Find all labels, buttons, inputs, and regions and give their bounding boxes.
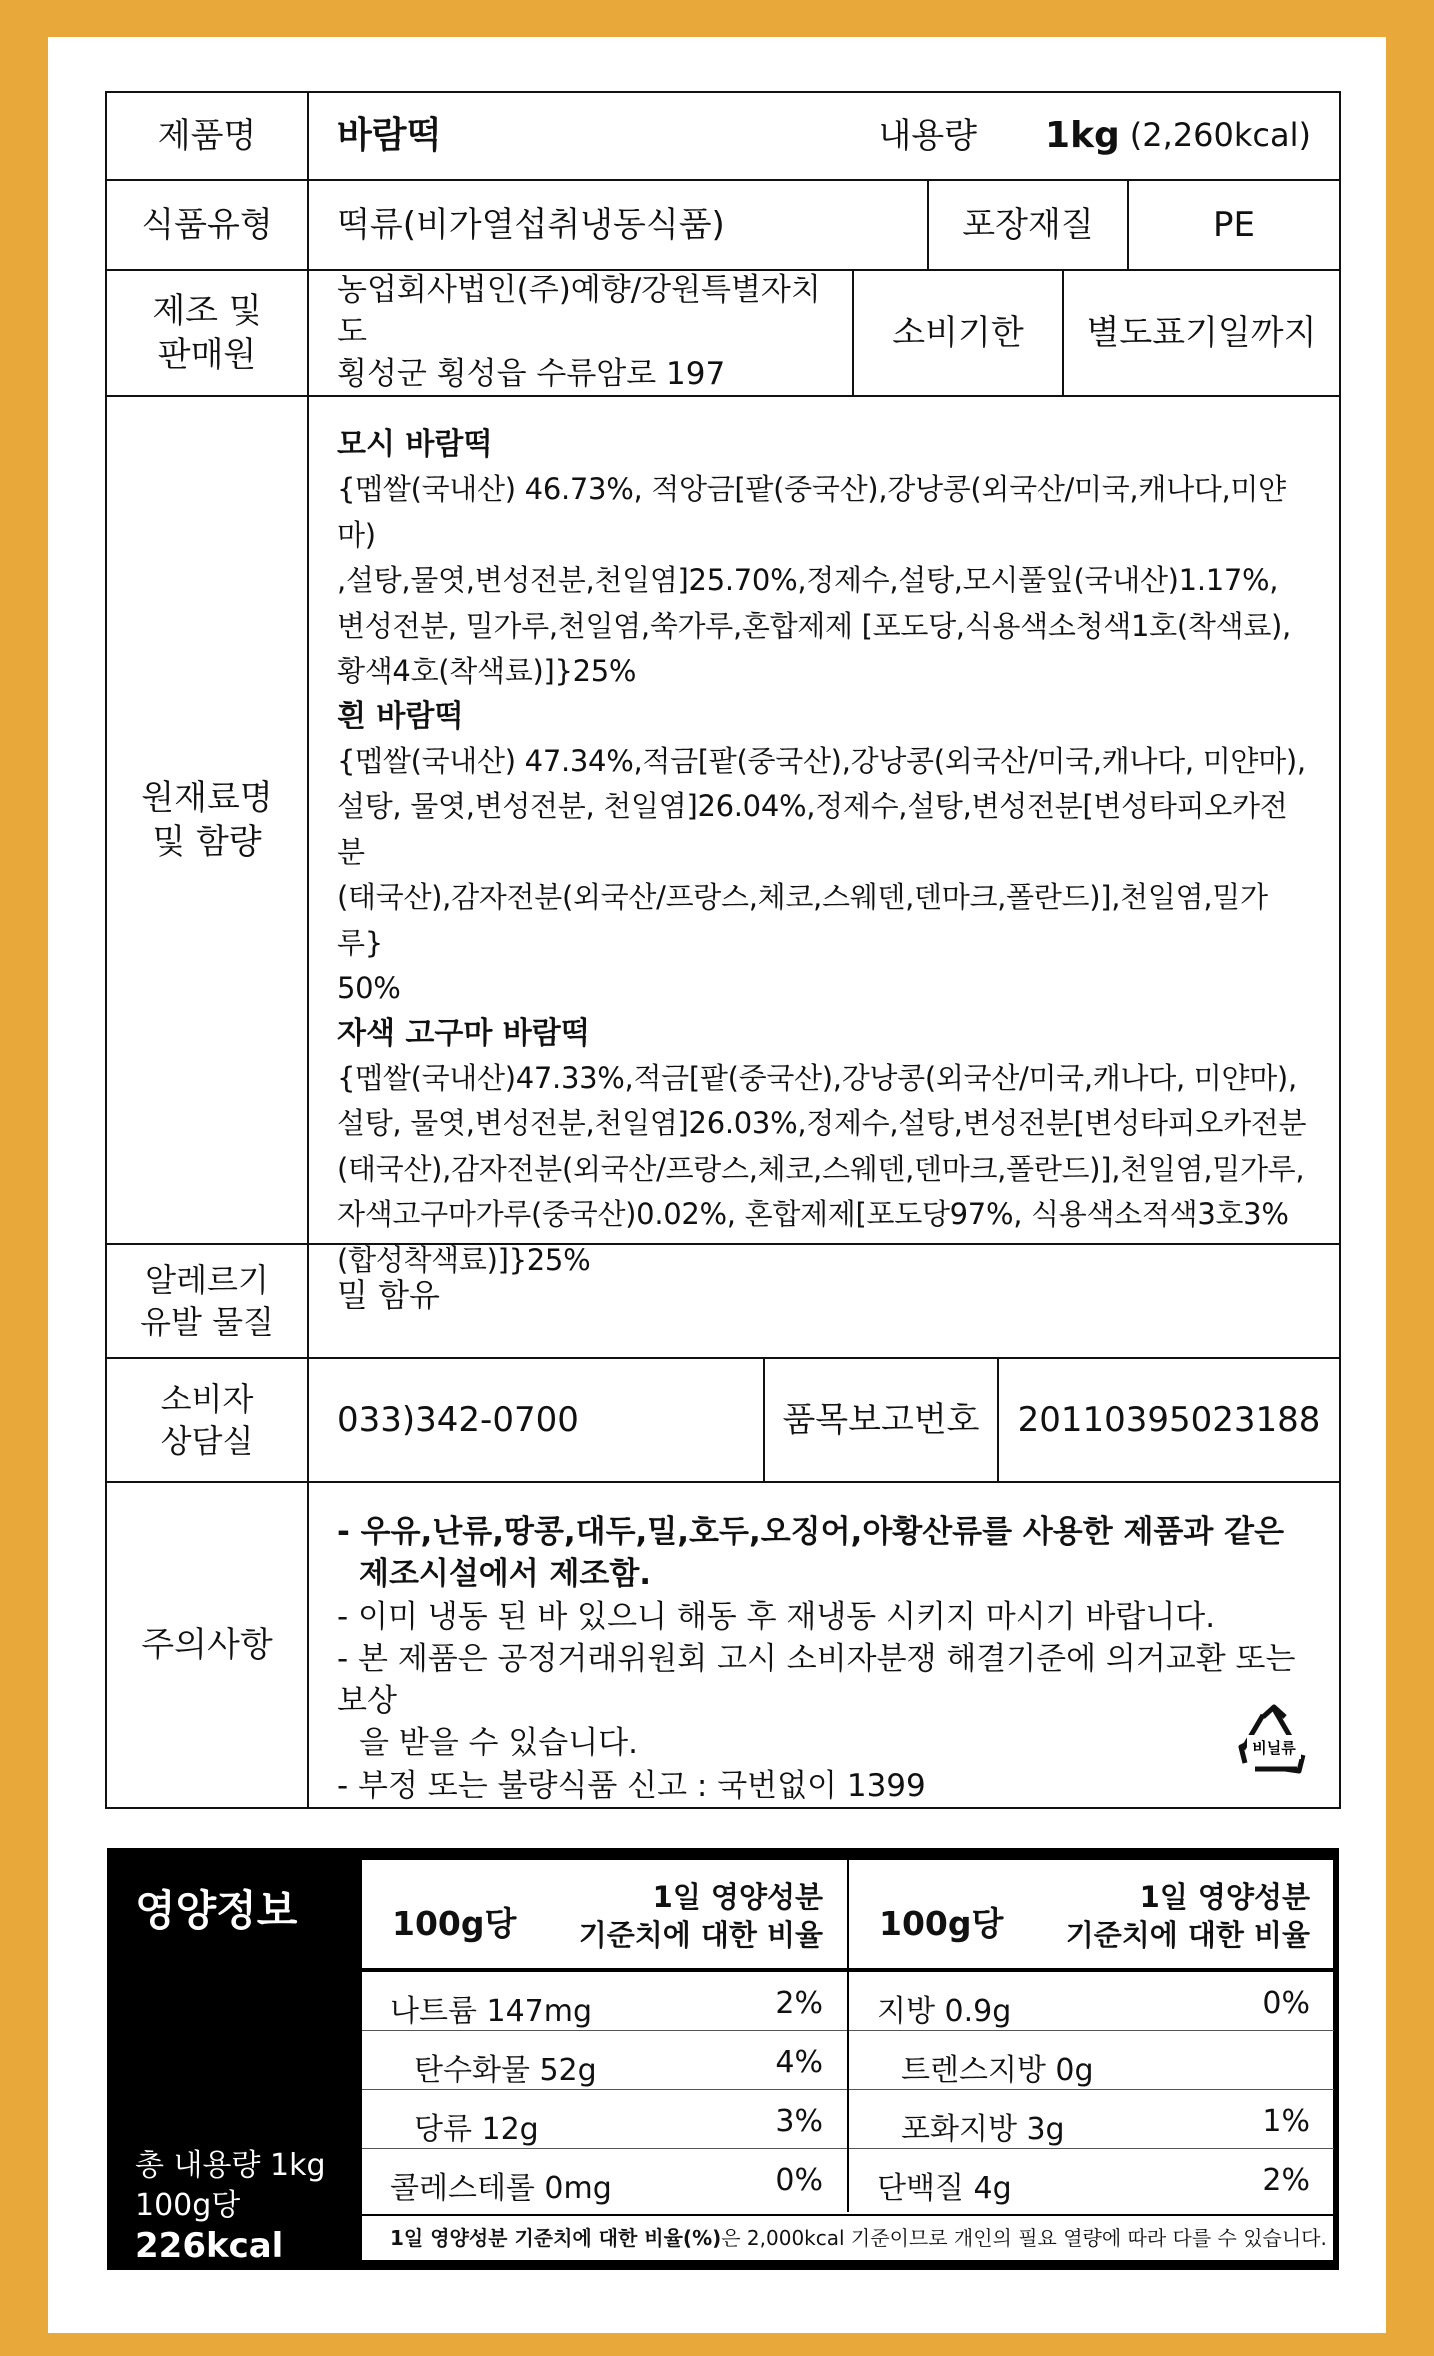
nutrient-name: 트렌스지방 0g xyxy=(901,2053,1094,2088)
allergy-value: 밀 함유 xyxy=(337,1276,440,1314)
expiry-value: 별도표기일까지 xyxy=(1086,312,1317,353)
daily-value-header-line1: 1일 영양성분 xyxy=(652,1880,823,1914)
food-type-label: 식품유형 xyxy=(107,181,309,269)
ingredient-title: 흰 바람떡 xyxy=(337,698,464,734)
consumer-phone: 033)342-0700 xyxy=(309,1359,765,1481)
quantity-label: 내용량 xyxy=(878,115,978,156)
nutrient-row xyxy=(362,2090,847,2149)
calories: 226kcal xyxy=(135,2226,284,2266)
caution-item: - 이미 냉동 된 바 있으니 해동 후 재냉동 시키지 마시기 바랍니다. xyxy=(337,1598,1216,1635)
row-product-name xyxy=(107,93,1339,181)
nutrient-name: 당류 12g xyxy=(414,2112,539,2147)
expiry-label: 소비기한 xyxy=(854,271,1064,395)
ingredient-text: {멥쌀(국내산) 46.73%, 적앙금[팥(중국산),강낭콩(외국산/미국,캐나다,미얀마) ,설탕,물엿,변성전분,천일염]25.70%,정제수,설탕,모시풀잎(국내산)1.17%, 변성전분, 밀가루,천일염,쑥가루,혼합제제 [포도당,식용색소청색1호(착색료), 황색4호(착색료)]}25% xyxy=(337,472,1291,688)
row-food-type xyxy=(107,181,1339,271)
nutrient-name: 탄수화물 52g xyxy=(414,2053,597,2088)
product-name-cell xyxy=(309,93,1339,179)
nutrition-header xyxy=(362,1860,847,1972)
report-number-value: 20110395023188 xyxy=(1017,1399,1321,1440)
daily-value-header-line1: 1일 영양성분 xyxy=(1139,1880,1310,1914)
ingredient-title: 모시 바람떡 xyxy=(337,427,493,462)
daily-value-header-line2: 기준치에 대한 비율 xyxy=(1065,1918,1310,1952)
nutrient-row xyxy=(849,1972,1334,2031)
caution-item: - 부정 또는 불량식품 신고 : 국번없이 1399 xyxy=(337,1768,926,1805)
row-consumer-center xyxy=(107,1359,1339,1483)
nutrient-name: 지방 0.9g xyxy=(877,1994,1012,2029)
per-100g-label: 100g당 xyxy=(392,1904,517,1943)
total-content: 총 내용량 1kg xyxy=(135,2148,326,2183)
caution-item: - 본 제품은 공정거래위원회 고시 소비자분쟁 해결기준에 의거교환 또는 보상 xyxy=(337,1641,1296,1720)
quantity-kcal: (2,260kcal) xyxy=(1129,116,1311,155)
nutrient-percent: 2% xyxy=(1262,2163,1310,2198)
daily-value-header xyxy=(1066,1878,1310,1954)
daily-value-header-line2: 기준치에 대한 비율 xyxy=(578,1918,823,1952)
ingredients-label: 원재료명 및 함량 xyxy=(107,397,309,1243)
ingredients-value xyxy=(309,397,1339,1277)
nutrition-title: 영양정보 xyxy=(135,1886,298,1935)
footnote-bold: 1일 영양성분 기준치에 대한 비율(%) xyxy=(390,2226,722,2250)
allergy-label: 알레르기 유발 물질 xyxy=(107,1245,309,1357)
nutrient-percent: 0% xyxy=(775,2163,823,2198)
ingredient-title: 자색 고구마 바람떡 xyxy=(337,1015,590,1051)
nutrition-table xyxy=(362,1860,1333,2260)
packaging-label: 포장재질 xyxy=(929,181,1129,269)
nutrition-facts xyxy=(107,1848,1339,2270)
row-allergy xyxy=(107,1245,1339,1359)
nutrient-percent: 2% xyxy=(775,1986,823,2021)
nutrient-row xyxy=(362,1972,847,2031)
label-sheet xyxy=(48,37,1386,2333)
per-100g-label: 100g당 xyxy=(879,1904,1004,1943)
packaging-value: PE xyxy=(1213,204,1255,245)
caution-value xyxy=(309,1483,1339,1807)
nutrient-percent: 4% xyxy=(775,2045,823,2080)
caution-label: 주의사항 xyxy=(107,1483,309,1807)
caution-item-cont: 제조시설에서 제조함. xyxy=(359,1556,652,1592)
nutrient-row xyxy=(362,2149,847,2208)
daily-value-header xyxy=(579,1878,823,1954)
product-info-table xyxy=(105,91,1341,1809)
nutrition-column-left xyxy=(362,1860,847,2208)
food-type-value: 떡류(비가열섭취냉동식품) xyxy=(309,181,929,269)
nutrient-row xyxy=(849,2149,1334,2208)
nutrient-name: 포화지방 3g xyxy=(901,2112,1065,2147)
nutrient-row xyxy=(362,2031,847,2090)
caution-item-cont: 을 받을 수 있습니다. xyxy=(359,1725,638,1762)
row-caution xyxy=(107,1483,1339,1807)
nutrient-name: 콜레스테롤 0mg xyxy=(390,2171,612,2206)
nutrient-percent: 0% xyxy=(1262,1986,1310,2021)
quantity-value: 1kg xyxy=(1045,114,1120,156)
ingredient-text: {멥쌀(국내산)47.33%,적금[팥(중국산),강낭콩(외국산/미국,캐나다, 미얀마), 설탕, 물엿,변성전분,천일염]26.03%,정제수,설탕,변성전분[변성타피오카전분 (태국산),감자전분(외국산/프랑스,체코,스웨덴,덴마크,폴란드)],천일염,밀가루, 자색고구마가루(중국산)0.02%, 혼합제제[포도당97%, 식용색소적색3호3% (합성착색료)]}25% xyxy=(337,1060,1307,1277)
row-manufacturer xyxy=(107,271,1339,397)
row-ingredients xyxy=(107,397,1339,1277)
nutrient-name: 나트륨 147mg xyxy=(390,1994,593,2029)
report-number-label: 품목보고번호 xyxy=(765,1359,999,1481)
nutrient-row xyxy=(849,2031,1334,2090)
consumer-center-label: 소비자 상담실 xyxy=(107,1359,309,1481)
recycle-mark-text: 비닐류 xyxy=(1252,1739,1296,1757)
nutrition-column-right xyxy=(849,1860,1334,2208)
ingredient-text: {멥쌀(국내산) 47.34%,적금[팥(중국산),강낭콩(외국산/미국,캐나다, 미얀마), 설탕, 물엿,변성전분, 천일염]26.04%,정제수,설탕,변성전분[변성타피오카전분 (태국산),감자전분(외국산/프랑스,체코,스웨덴,덴마크,폴란드)],천일염,밀가루} 50% xyxy=(337,743,1306,1005)
caution-item: - 우유,난류,땅콩,대두,밀,호두,오징어,아황산류를 사용한 제품과 같은 xyxy=(337,1514,1285,1550)
manufacturer-value xyxy=(309,271,854,395)
manufacturer-line-2: 횡성군 횡성읍 수류암로 197 xyxy=(337,355,726,392)
footnote-text: 은 2,000kcal 기준이므로 개인의 필요 열량에 따라 다를 수 있습니다. xyxy=(721,2226,1327,2250)
manufacturer-label: 제조 및 판매원 xyxy=(107,271,309,395)
product-name: 바람떡 xyxy=(337,114,442,156)
nutrition-summary xyxy=(135,2146,326,2266)
nutrient-percent: 3% xyxy=(775,2104,823,2139)
product-name-label: 제품명 xyxy=(107,93,309,179)
manufacturer-line-1: 농업회사법인(주)예향/강원특별자치도 xyxy=(337,272,821,351)
recycle-vinyl-icon xyxy=(1233,1703,1315,1785)
nutrient-row xyxy=(849,2090,1334,2149)
nutrition-header xyxy=(849,1860,1334,1972)
serving-basis: 100g당 xyxy=(135,2188,241,2223)
nutrient-percent: 1% xyxy=(1262,2104,1310,2139)
nutrient-name: 단백질 4g xyxy=(877,2171,1012,2206)
nutrition-footnote xyxy=(362,2214,1333,2260)
